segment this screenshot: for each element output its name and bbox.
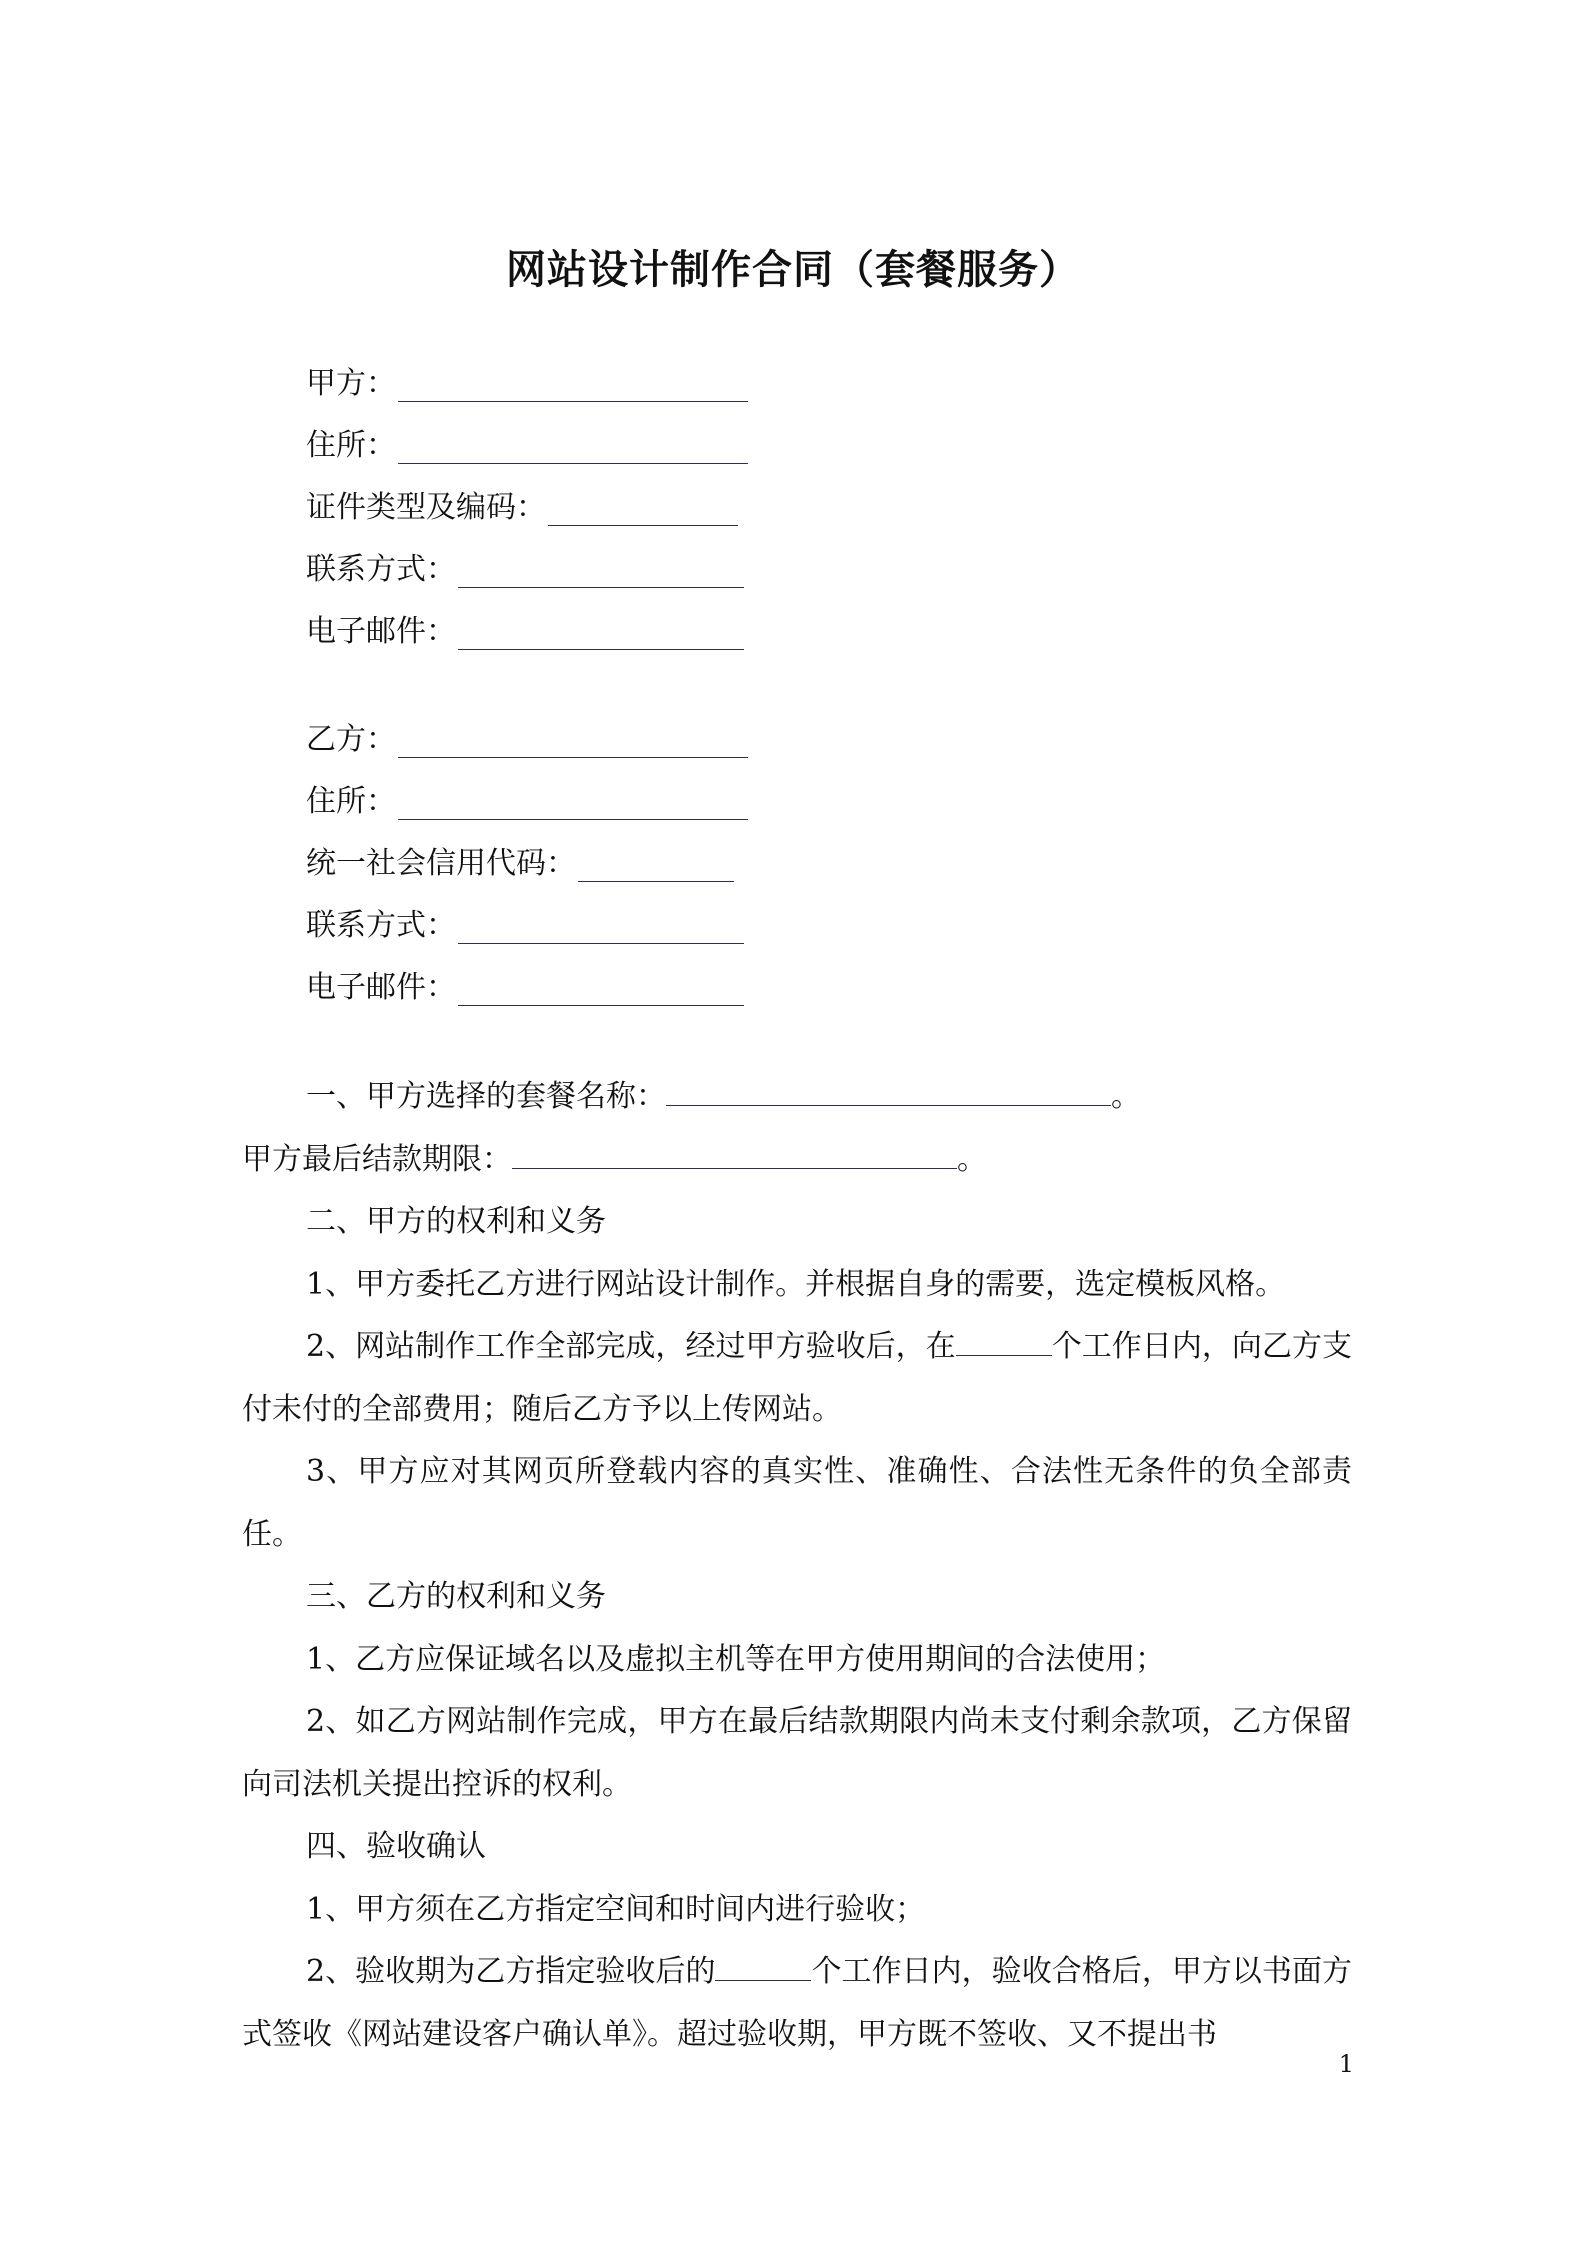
contract-body (242, 1066, 1352, 2066)
page-title: 网站设计制作合同（套餐服务） (506, 246, 1080, 293)
party-a-email-blank[interactable] (458, 615, 744, 650)
field-label: 统一社会信用代码： (306, 846, 576, 881)
clause-text: 2、验收期为乙方指定验收后的 (306, 1954, 716, 1989)
party-a-contact-row (306, 539, 906, 601)
field-label: 联系方式： (306, 908, 456, 943)
deadline-suffix: 。 (957, 1141, 987, 1177)
clause-item: 1、乙方应保证域名以及虚拟主机等在甲方使用期间的合法使用； (306, 1641, 1166, 1677)
field-label: 电子邮件： (306, 614, 456, 649)
field-label: 甲方： (306, 366, 396, 401)
party-a-block (306, 353, 906, 663)
party-b-contact-row (306, 895, 906, 957)
party-b-contact-blank[interactable] (458, 909, 744, 944)
clause-item: 3、甲方应对其网页所登载内容的真实性、准确性、合法性无条件的负全部责任。 (242, 1454, 1352, 1552)
party-b-email-row (306, 957, 906, 1019)
field-label: 证件类型及编码： (306, 490, 546, 525)
party-a-email-row (306, 601, 906, 663)
party-b-address-blank[interactable] (398, 785, 748, 820)
package-clause (242, 1066, 1352, 1129)
package-name-blank[interactable] (666, 1075, 1111, 1106)
package-label: 一、甲方选择的套餐名称： (306, 1079, 666, 1114)
clause-item (242, 1316, 1352, 1441)
party-a-name-blank[interactable] (398, 367, 748, 402)
party-a-contact-blank[interactable] (458, 553, 744, 588)
section-heading: 三、乙方的权利和义务 (306, 1579, 606, 1614)
section-heading: 四、验收确认 (306, 1829, 486, 1864)
party-a-address-row (306, 415, 906, 477)
field-label: 住所： (306, 428, 396, 463)
deadline-blank[interactable] (512, 1138, 957, 1169)
workdays-blank[interactable] (956, 1325, 1052, 1356)
party-a-name-row (306, 353, 906, 415)
clause-item: 1、甲方委托乙方进行网站设计制作。并根据自身的需要，选定模板风格。 (306, 1266, 1286, 1302)
field-label: 联系方式： (306, 552, 456, 587)
party-b-email-blank[interactable] (458, 971, 744, 1006)
clause-item: 2、如乙方网站制作完成，甲方在最后结款期限内尚未支付剩余款项，乙方保留向司法机关提出控诉的权利。 (242, 1704, 1352, 1802)
deadline-label: 甲方最后结款期限： (242, 1141, 512, 1177)
party-a-id-blank[interactable] (548, 491, 738, 526)
field-label: 电子邮件： (306, 970, 456, 1005)
field-label: 乙方： (306, 722, 396, 757)
party-a-id-row (306, 477, 906, 539)
party-a-address-blank[interactable] (398, 429, 748, 464)
party-b-name-row (306, 709, 906, 771)
clause-text: 2、网站制作工作全部完成，经过甲方验收后，在 (306, 1329, 956, 1364)
party-b-credit-code-row (306, 833, 906, 895)
clause-item: 1、甲方须在乙方指定空间和时间内进行验收； (306, 1891, 926, 1927)
clause-text: 个工作日内，向乙方支付未付的全部费用；随后乙方予以上传网站。 (242, 1329, 1353, 1427)
section-heading: 二、甲方的权利和义务 (306, 1204, 606, 1239)
deadline-clause (242, 1129, 1352, 1192)
field-label: 住所： (306, 784, 396, 819)
party-b-block (306, 709, 906, 1019)
party-b-credit-code-blank[interactable] (578, 847, 734, 882)
clause-item (242, 1941, 1352, 2066)
clause-text: 个工作日内，验收合格后，甲方以书面方式签收《网站建设客户确认单》。超过验收期，甲方既不签收、又不提出书 (242, 1954, 1352, 2052)
page-number: 1 (1338, 2050, 1354, 2078)
acceptance-days-blank[interactable] (715, 1950, 811, 1981)
party-b-name-blank[interactable] (398, 723, 748, 758)
party-b-address-row (306, 771, 906, 833)
package-suffix: 。 (1111, 1079, 1141, 1114)
